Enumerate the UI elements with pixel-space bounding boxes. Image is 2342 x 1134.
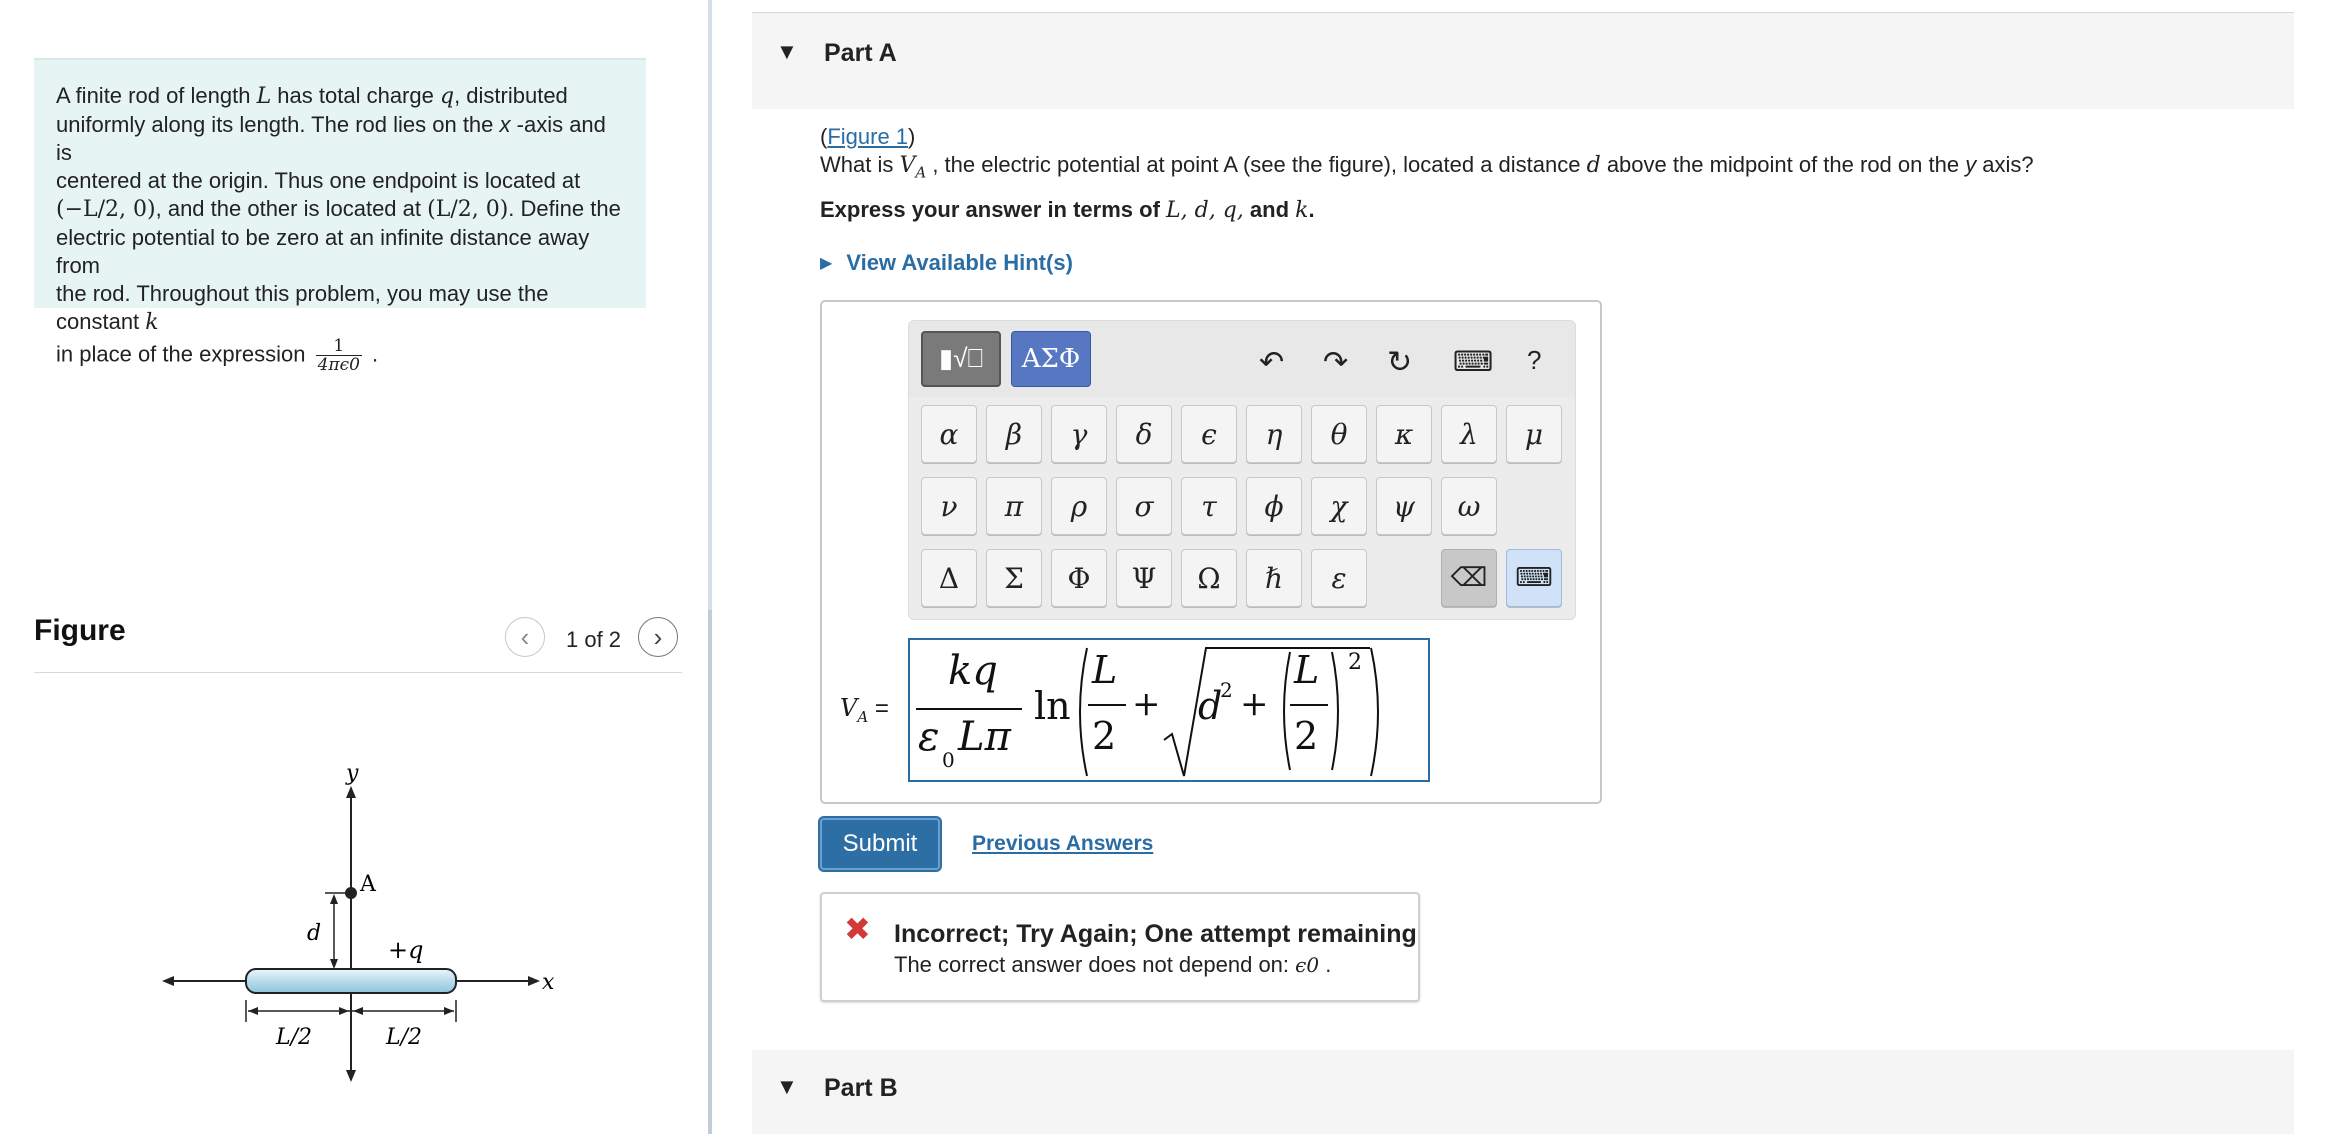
- inner-right-paren-icon: [1330, 650, 1346, 772]
- chevron-right-icon: ›: [653, 621, 663, 652]
- feedback-detail-text: The correct answer does not depend on:: [894, 952, 1296, 977]
- symbol-rho[interactable]: ρ: [1051, 477, 1107, 535]
- instruction-vars: L, d, q,: [1166, 198, 1244, 224]
- left-half-length-label: L/2: [276, 1025, 313, 1050]
- formula-L-inner: L: [1294, 648, 1320, 692]
- formula-epsilon: ε: [918, 714, 940, 760]
- fraction-numerator: 1: [316, 337, 362, 356]
- formula-d-exponent: 2: [1220, 678, 1233, 702]
- dim-arrow-icon: [444, 1007, 454, 1015]
- charged-rod: [246, 969, 456, 993]
- keyboard-shortcuts-icon[interactable]: ⌨: [1453, 346, 1494, 377]
- paren: ): [908, 124, 916, 149]
- d-arrow-down-icon: [330, 959, 338, 969]
- help-icon[interactable]: ?: [1527, 345, 1542, 375]
- answer-instructions: [820, 197, 2260, 223]
- figure-heading: Figure: [34, 614, 126, 647]
- formula-epsilon-subscript: 0: [942, 748, 955, 772]
- hint-label: View Available Hint(s): [846, 250, 1073, 275]
- fraction-denominator: 4πϵ0: [317, 355, 360, 375]
- x-axis-right-arrow-icon: [528, 976, 540, 986]
- symbol-nu[interactable]: ν: [921, 477, 977, 535]
- symbol-hbar[interactable]: ℏ: [1246, 549, 1302, 607]
- question-part: above the midpoint of the rod on the: [1600, 152, 1966, 177]
- instruction-text: and: [1243, 197, 1296, 223]
- part-a-question: [820, 124, 2260, 223]
- previous-answers-link[interactable]: Previous Answers: [972, 832, 1154, 855]
- dim-arrow-icon: [339, 1007, 349, 1015]
- formula-ln: ln: [1034, 684, 1071, 728]
- right-half-length-label: L/2: [386, 1025, 423, 1050]
- part-a-header[interactable]: [752, 13, 2294, 109]
- symbol-mu[interactable]: μ: [1506, 405, 1562, 463]
- problem-text: centered at the origin. Thus one endpoint is located at: [56, 168, 581, 193]
- equals-sign: =: [868, 695, 889, 722]
- y-axis-label: y: [346, 761, 359, 786]
- feedback-detail: [894, 952, 1331, 978]
- symbol-pi[interactable]: π: [986, 477, 1042, 535]
- answer-var: V: [840, 694, 858, 722]
- symbols-button[interactable]: ΑΣΦ: [1011, 331, 1091, 387]
- charge-label: +q: [388, 936, 424, 964]
- problem-panel: [0, 0, 710, 1134]
- left-endpoint: (−L/2, 0): [56, 197, 156, 222]
- problem-text: , and the other is located at: [155, 196, 428, 221]
- var-y: y: [1965, 152, 1977, 177]
- formula-two-inner: 2: [1294, 714, 1319, 758]
- question-part: axis?: [1976, 152, 2034, 177]
- x-axis-label: x: [542, 970, 555, 995]
- symbol-epsilon[interactable]: ϵ: [1181, 405, 1237, 463]
- question-part: What is: [820, 152, 900, 177]
- var-v: V: [899, 153, 916, 178]
- submit-button[interactable]: Submit: [820, 818, 940, 870]
- dim-arrow-icon: [248, 1007, 258, 1015]
- problem-text: A finite rod of length: [56, 83, 257, 108]
- figure-1-link[interactable]: Figure 1: [827, 124, 909, 149]
- previous-figure-button[interactable]: [505, 617, 545, 657]
- question-part: , the electric potential at point A (see the figure), located a distance: [926, 152, 1587, 177]
- instruction-text: Express your answer in terms of: [820, 197, 1167, 223]
- problem-text: electric potential to be zero at an infinite distance away from: [56, 225, 590, 278]
- fraction-bar: [1088, 704, 1126, 706]
- answer-box: [820, 300, 1602, 804]
- feedback-title: Incorrect; Try Again; One attempt remaining: [894, 920, 1417, 948]
- problem-text: uniformly along its length. The rod lies on the: [56, 112, 500, 137]
- symbol-lambda[interactable]: λ: [1441, 405, 1497, 463]
- symbol-capital-phi[interactable]: Φ: [1051, 549, 1107, 607]
- formula-two: 2: [1092, 714, 1117, 758]
- symbol-beta[interactable]: β: [986, 405, 1042, 463]
- panel-divider-scroll[interactable]: [708, 610, 712, 1134]
- collapse-triangle-icon[interactable]: ▼: [776, 1074, 798, 1099]
- feedback-detail-text: .: [1319, 952, 1332, 977]
- symbol-theta[interactable]: θ: [1311, 405, 1367, 463]
- var-k: k: [145, 310, 159, 335]
- symbol-varepsilon[interactable]: ε: [1311, 549, 1367, 607]
- symbol-delta[interactable]: δ: [1116, 405, 1172, 463]
- formula-plus: +: [1240, 684, 1269, 724]
- part-b-header[interactable]: [752, 1050, 2294, 1134]
- figure-divider: [34, 672, 682, 673]
- symbol-capital-sigma[interactable]: Σ: [986, 549, 1042, 607]
- fraction-bar: [916, 708, 1022, 710]
- question-text: [820, 152, 2260, 181]
- answer-input[interactable]: [908, 638, 1430, 782]
- problem-text: in place of the expression: [56, 341, 312, 367]
- part-b-title: Part B: [824, 1074, 898, 1102]
- problem-text: has total charge: [271, 83, 440, 108]
- symbol-alpha[interactable]: α: [921, 405, 977, 463]
- formula-numerator: kq: [948, 648, 998, 694]
- d-arrow-up-icon: [330, 894, 338, 904]
- symbol-tau[interactable]: τ: [1181, 477, 1237, 535]
- math-toolbar: [908, 320, 1576, 620]
- expand-triangle-icon: ▶: [820, 255, 833, 272]
- symbol-sigma[interactable]: σ: [1116, 477, 1172, 535]
- var-x: x: [499, 112, 511, 137]
- point-a-label: A: [360, 872, 376, 897]
- formula-inner-exponent: 2: [1348, 650, 1362, 675]
- problem-text: , distributed: [454, 83, 568, 108]
- instruction-text: .: [1308, 197, 1315, 223]
- problem-text: -axis and is: [56, 112, 606, 165]
- formula-plus: +: [1132, 684, 1161, 724]
- error-x-icon: ✖: [844, 911, 871, 947]
- answer-var-subscript: A: [857, 707, 869, 726]
- undo-icon[interactable]: ↶: [1259, 346, 1285, 379]
- symbol-kappa[interactable]: κ: [1376, 405, 1432, 463]
- part-a-title: Part A: [824, 39, 897, 67]
- var-v-subscript: A: [915, 163, 927, 182]
- problem-text: . Define the: [508, 196, 621, 221]
- figure-counter: 1 of 2: [566, 627, 622, 652]
- coulomb-fraction: [316, 337, 362, 374]
- symbol-capital-omega[interactable]: Ω: [1181, 549, 1237, 607]
- reset-icon[interactable]: ↻: [1387, 346, 1413, 379]
- var-L: L: [256, 84, 272, 109]
- formula-denominator-rest: Lπ: [958, 714, 1011, 760]
- chevron-left-icon: ‹: [520, 621, 530, 652]
- backspace-icon[interactable]: ⌫: [1441, 549, 1497, 607]
- instruction-var-k: k: [1295, 198, 1309, 224]
- rod-figure: [150, 760, 570, 1090]
- symbol-capital-delta[interactable]: Δ: [921, 549, 977, 607]
- answer-label: [840, 694, 889, 726]
- templates-button[interactable]: ▮√⎕: [921, 331, 1001, 387]
- symbol-capital-psi[interactable]: Ψ: [1116, 549, 1172, 607]
- x-axis-left-arrow-icon: [162, 976, 174, 986]
- fraction-bar: [1290, 704, 1328, 706]
- feedback-box: [820, 892, 1420, 1002]
- y-axis-up-arrow-icon: [346, 786, 356, 798]
- y-axis-down-arrow-icon: [346, 1070, 356, 1082]
- distance-d-label: d: [307, 921, 322, 946]
- paren: (: [820, 124, 828, 149]
- problem-text: the rod. Throughout this problem, you may use the constant: [56, 281, 549, 334]
- problem-text: .: [365, 341, 379, 367]
- formula-d: d: [1198, 684, 1223, 728]
- inner-left-paren-icon: [1276, 650, 1292, 772]
- var-q: q: [439, 84, 455, 109]
- collapse-triangle-icon[interactable]: ▼: [776, 39, 798, 64]
- symbol-psi[interactable]: ψ: [1376, 477, 1432, 535]
- symbol-chi[interactable]: χ: [1311, 477, 1367, 535]
- formula-L: L: [1092, 648, 1118, 692]
- var-d: d: [1586, 153, 1601, 178]
- symbol-omega[interactable]: ω: [1441, 477, 1497, 535]
- view-hints-toggle[interactable]: [820, 250, 1073, 276]
- symbol-phi[interactable]: ϕ: [1246, 477, 1302, 535]
- feedback-var: ϵ0: [1295, 953, 1320, 977]
- dim-arrow-icon: [353, 1007, 363, 1015]
- symbol-eta[interactable]: η: [1246, 405, 1302, 463]
- keyboard-toggle-icon[interactable]: ⌨: [1506, 549, 1562, 607]
- left-paren-icon: [1070, 646, 1090, 778]
- right-endpoint: (L/2, 0): [427, 197, 509, 222]
- next-figure-button[interactable]: [638, 617, 678, 657]
- symbol-gamma[interactable]: γ: [1051, 405, 1107, 463]
- figure-reference: [820, 124, 2260, 150]
- redo-icon[interactable]: ↷: [1323, 346, 1349, 379]
